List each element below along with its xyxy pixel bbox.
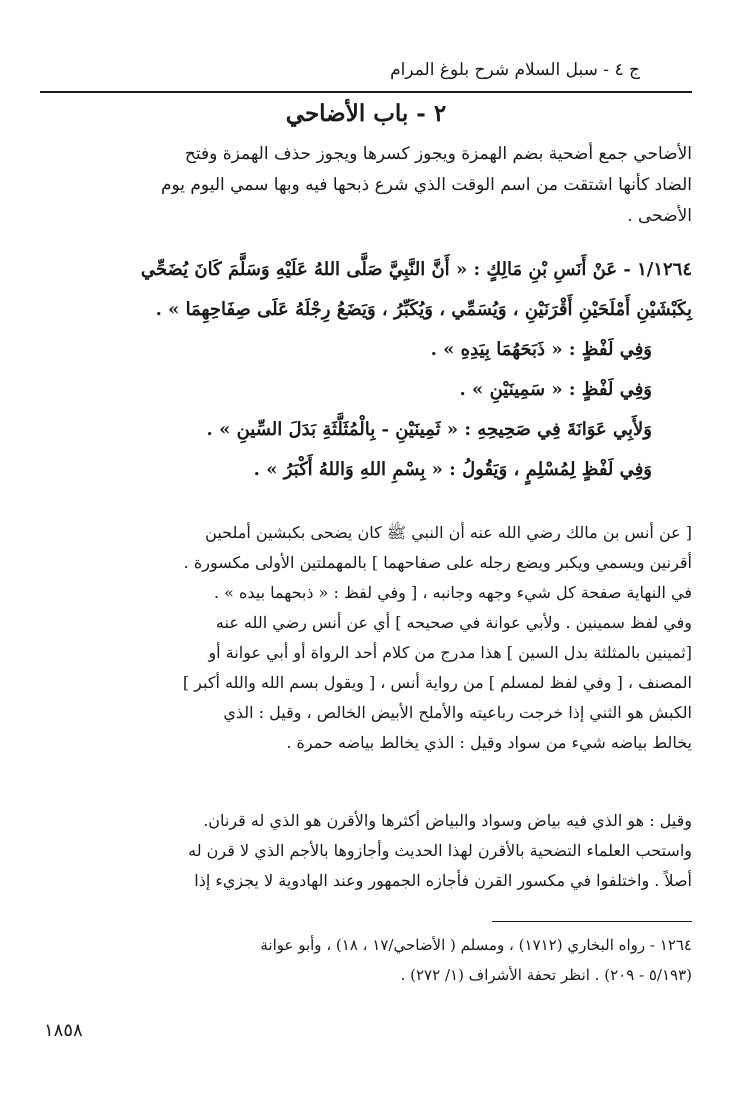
commentary-line: واستحب العلماء التضحية بالأقرن لهذا الحديث وأجازوها بالأجم الذي لا قرن له [188, 841, 692, 860]
page-number: ١٨٥٨ [44, 1020, 83, 1041]
hadith-line: وَفِي لَفْظٍ : « سَمِينَيْنِ » . [459, 379, 652, 400]
commentary-line: أقرنين ويسمي ويكبر ويضع رجله على صفاحهما ] بالمهملتين الأولى مكسورة . [183, 553, 692, 572]
commentary-line: وقيل : هو الذي فيه بياض وسواد والبياض أكثرها والأقرن هو الذي له قرنان. [203, 811, 692, 830]
commentary-line: وفي لفظ سمينين . ولأبي عوانة في صحيحه ] أي عن أنس رضي الله عنه [215, 613, 692, 632]
hadith-line: ١/١٢٦٤ - عَنْ أَنَسِ بْنِ مَالِكٍ : « أَنَّ النَّبِيَّ صَلَّى اللهُ عَلَيْهِ وَسَلَّمَ كَانَ يُضَحِّي [140, 259, 692, 280]
commentary-line: [ عن أنس بن مالك رضي الله عنه أن النبي ﷺ كان يضحى بكبشين أملحين [205, 523, 692, 542]
commentary-line: المصنف ، [ وفي لفظ لمسلم ] من رواية أنس ، [ ويقول بسم الله والله أكبر ] [182, 673, 692, 692]
footnote-separator [492, 921, 692, 922]
intro-line: الأضحى . [627, 206, 692, 226]
footnote-line: (٥/١٩٣ - ٢٠٩) . انظر تحفة الأشراف (١/ ٢٧٢) . [400, 966, 692, 984]
chapter-title: ٢ - باب الأضاحي [285, 100, 447, 127]
intro-line: الضاد كأنها اشتقت من اسم الوقت الذي شرع ذبحها فيه وبها سمي اليوم يوم [160, 175, 692, 195]
hadith-line: وَفِي لَفْظٍ لِمُسْلِمٍ ، وَيَقُولُ : « بِسْمِ اللهِ وَاللهُ أَكْبَرُ » . [253, 459, 652, 480]
hadith-line: وَلأَبِي عَوَانَةَ فِي صَحِيحِهِ : « ثَمِينَيْنِ - بِالْمُثَلَّثَةِ بَدَلَ السِّينِ » . [206, 419, 652, 440]
footnote [40, 930, 692, 990]
intro-paragraph [40, 139, 692, 232]
commentary-line: يخالط بياضه شيء من سواد وقيل : الذي يخالط بياضه حمرة . [286, 733, 692, 752]
header-rule [40, 91, 692, 93]
running-header: ج ٤ - سبل السلام شرح بلوغ المرام [390, 60, 640, 80]
hadith-line: وَفِي لَفْظٍ : « ذَبَحَهُمَا بِيَدِهِ » . [430, 339, 652, 360]
commentary-line: [ثمينين بالمثلثة بدل السين ] هذا مدرج من كلام أحد الرواة أو أبي عوانة أو [208, 643, 692, 662]
footnote-line: ١٢٦٤ - رواه البخاري (١٧١٢) ، ومسلم ( الأضاحي/١٧ ، ١٨) ، وأبو عوانة [260, 936, 692, 954]
commentary-line: في النهاية صفحة كل شيء وجهه وجانبه ، [ وفي لفظ : « ذبحهما بيده » . [213, 583, 692, 602]
hadith-text [40, 250, 692, 490]
commentary-paragraph [40, 518, 692, 758]
commentary-paragraph-2 [40, 806, 692, 896]
commentary-line: الكبش هو الثني إذا خرجت رباعيته والأملح الأبيض الخالص ، وقيل : الذي [223, 703, 692, 722]
intro-line: الأضاحي جمع أضحية بضم الهمزة ويجوز كسرها ويجوز حذف الهمزة وفتح [184, 144, 692, 164]
commentary-line: أصلاً . واختلفوا في مكسور القرن فأجازه الجمهور وعند الهادوية لا يجزيء إذا [194, 871, 692, 890]
hadith-line: بِكَبْشَيْنِ أَمْلَحَيْنِ أَقْرَنَيْنِ ، وَيُسَمِّي ، وَيُكَبِّرُ ، وَيَضَعُ رِجْلَهُ عَلَى صِفَاحِهِمَا » . [155, 299, 692, 320]
